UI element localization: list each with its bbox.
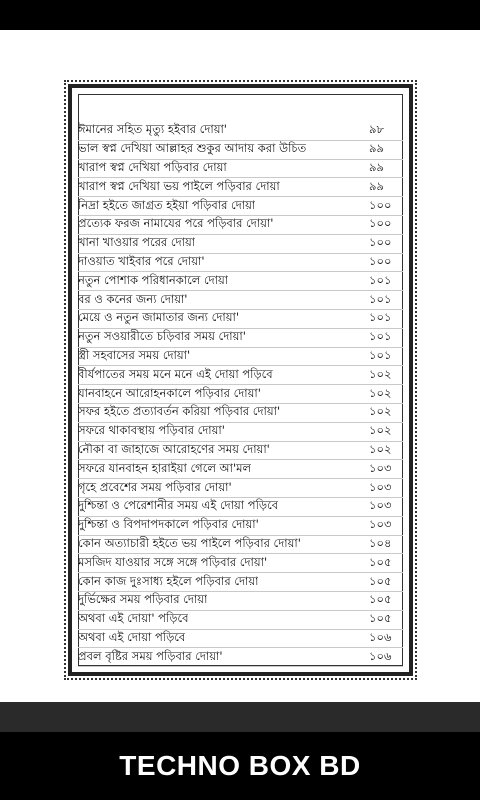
toc-row: [78, 329, 403, 348]
toc-entry-title: নতুন সওয়ারীতে চড়িবার সময় দোয়া': [78, 329, 246, 344]
toc-entry-page: ১০৬: [369, 629, 392, 644]
toc-entry-title: যানবাহনে আরোহনকালে পড়িবার দোয়া': [78, 385, 261, 400]
toc-row: [78, 235, 403, 254]
table-of-contents: [78, 122, 403, 667]
toc-entry-title: স্ত্রী সহবাসের সময় দোয়া': [78, 347, 191, 362]
toc-entry-page: ১০২: [369, 404, 392, 419]
toc-row: [78, 254, 403, 273]
toc-entry-title: দুশ্চিন্তা ও পেরেশানীর সময় এই দোয়া পড়িবে: [78, 498, 279, 513]
toc-entry-title: খানা খাওয়ার পরের দোয়া: [78, 235, 196, 250]
toc-entry-page: ৯৯: [369, 160, 384, 174]
toc-entry-title: সফরে যানবাহন হারাইয়া গেলে আ'মল: [78, 460, 252, 475]
toc-row: [78, 592, 403, 611]
toc-entry-page: ১০৫: [369, 573, 392, 588]
toc-row: [78, 197, 403, 216]
toc-entry-title: দুর্ভিক্ষের সময় পড়িবার দোয়া: [78, 592, 208, 607]
toc-entry-page: ১০৬: [369, 648, 392, 663]
toc-entry-title: প্রত্যেক ফরজ নামাযের পরে পড়িবার দোয়া': [78, 216, 274, 231]
toc-entry-title: অথবা এই দোয়া' পড়িবে: [78, 611, 189, 626]
toc-entry-page: ১০১: [369, 347, 392, 362]
toc-row: [78, 460, 403, 479]
toc-row: [78, 611, 403, 630]
toc-entry-title: দাওয়াত খাইবার পরে দোয়া': [78, 253, 205, 268]
toc-entry-title: খারাপ স্বপ্ন দেখিয়া পড়িবার দোয়া: [78, 160, 227, 174]
toc-row: [78, 272, 403, 291]
toc-row: [78, 479, 403, 498]
brand-title: TECHNO BOX BD: [119, 750, 361, 781]
toc-entry-title: নৌকা বা জাহাজে আরোহণের সময় দোয়া': [78, 441, 270, 456]
toc-entry-title: ভাল স্বপ্ন দেখিয়া আল্লাহর শুকুর আদায় করা উচিত: [78, 141, 307, 156]
toc-row: [78, 648, 403, 667]
toc-entry-page: ১০৩: [369, 479, 392, 494]
toc-entry-page: ১০০: [369, 253, 392, 268]
toc-entry-page: ১০১: [369, 272, 392, 287]
toc-entry-page: ১০৪: [369, 535, 392, 550]
toc-entry-title: গৃহে প্রবেশের সময় পড়িবার দোয়া': [78, 479, 232, 494]
toc-row: [78, 366, 403, 385]
toc-row: [78, 310, 403, 329]
toc-row: [78, 442, 403, 461]
toc-entry-page: ১০১: [369, 329, 392, 344]
toc-entry-page: ১০৫: [369, 611, 392, 626]
toc-entry-title: নতুন পোশাক পরিধানকালে দোয়া: [78, 272, 229, 287]
toc-row: [78, 141, 403, 160]
toc-entry-title: নিদ্রা হইতে জাগ্রত হইয়া পড়িবার দোয়া: [78, 197, 256, 212]
toc-row: [78, 536, 403, 555]
toc-row: [78, 554, 403, 573]
toc-row: [78, 573, 403, 592]
toc-entry-page: ৯৮: [369, 122, 384, 137]
toc-row: [78, 291, 403, 310]
toc-entry-page: ১০২: [369, 441, 392, 456]
toc-entry-title: মসজিদ যাওয়ার সঙ্গে সঙ্গে পড়িবার দোয়া': [78, 554, 268, 569]
toc-entry-page: ১০৫: [369, 554, 392, 569]
toc-row: [78, 160, 403, 179]
toc-entry-title: ঈমানের সহিত মৃত্যু হইবার দোয়া': [78, 122, 227, 137]
toc-entry-page: ১০১: [369, 291, 392, 306]
toc-entry-page: ১০০: [369, 235, 392, 250]
document-page[interactable]: [0, 30, 480, 702]
toc-entry-title: মেয়ে ও নতুন জামাতার জন্য দোয়া': [78, 310, 239, 325]
toc-row: [78, 517, 403, 536]
toc-entry-title: খারাপ স্বপ্ন দেখিয়া ভয় পাইলে পড়িবার দোয়া: [78, 178, 280, 193]
toc-entry-page: ১০১: [369, 310, 392, 325]
toc-row: [78, 630, 403, 649]
toc-entry-page: ১০৩: [369, 517, 392, 532]
toc-entry-title: সফরে থাকাবস্থায় পড়িবার দোয়া': [78, 423, 225, 438]
toc-entry-page: ১০০: [369, 216, 392, 231]
toc-entry-title: সফর হইতে প্রত্যাবর্তন করিয়া পড়িবার দোয়া': [78, 404, 281, 419]
toc-row: [78, 122, 403, 141]
toc-entry-page: ১০৫: [369, 592, 392, 607]
toc-entry-title: কোন কাজ দুঃসাধ্য হইলে পড়িবার দোয়া: [78, 573, 259, 588]
toc-row: [78, 216, 403, 235]
toc-row: [78, 385, 403, 404]
brand-banner: [0, 732, 480, 800]
toc-entry-page: ১০৩: [369, 460, 392, 475]
toc-entry-page: ১০২: [369, 366, 392, 381]
toc-entry-page: ৯৯: [369, 178, 384, 193]
toc-entry-title: অথবা এই দোয়া পড়িবে: [78, 629, 186, 644]
toc-entry-page: ৯৯: [369, 141, 384, 156]
toc-entry-title: প্রবল বৃষ্টির সময় পড়িবার দোয়া': [78, 648, 223, 663]
toc-entry-title: দুশ্চিন্তা ও বিপদাপদকালে পড়িবার দোয়া': [78, 517, 259, 532]
toc-entry-page: ১০৩: [369, 498, 392, 513]
toc-entry-page: ১০২: [369, 385, 392, 400]
toc-row: [78, 404, 403, 423]
toc-entry-page: ১০০: [369, 197, 392, 212]
toc-row: [78, 348, 403, 367]
toc-entry-title: বীর্যপাতের সময় মনে মনে এই দোয়া পড়িবে: [78, 366, 273, 381]
toc-entry-title: বর ও কনের জন্য দোয়া': [78, 291, 188, 306]
toc-entry-title: কোন অত্যাচারী হইতে ভয় পাইলে পড়িবার দোয়া': [78, 535, 301, 550]
toc-row: [78, 498, 403, 517]
top-black-bar: [0, 0, 480, 30]
toc-entry-page: ১০২: [369, 423, 392, 438]
toc-row: [78, 423, 403, 442]
toc-row: [78, 178, 403, 197]
bottom-divider-bar: [0, 702, 480, 732]
